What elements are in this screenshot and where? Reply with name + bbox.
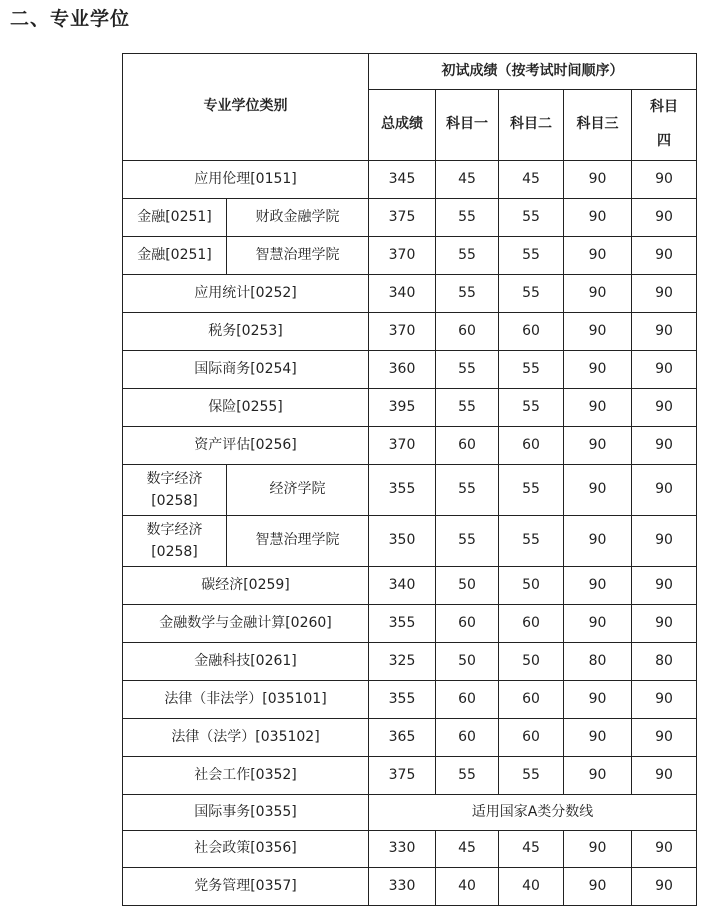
subject-3-cell: 90: [564, 465, 632, 516]
subject-1-cell: 50: [436, 567, 499, 605]
table-row: [123, 237, 697, 275]
table-row: [123, 567, 697, 605]
subject-3-cell: 90: [564, 681, 632, 719]
subject-1-cell: 60: [436, 427, 499, 465]
total-cell: 370: [369, 313, 436, 351]
category-text: 数字经济[0258]: [146, 521, 203, 560]
subject-2-cell: 55: [499, 275, 564, 313]
subject-1-cell: 60: [436, 605, 499, 643]
subject-1-cell: 40: [436, 868, 499, 906]
category-cell: 金融数学与金融计算[0260]: [123, 605, 369, 643]
subject-2-cell: 50: [499, 643, 564, 681]
subject-3-cell: 90: [564, 427, 632, 465]
category-cell: [123, 465, 227, 516]
table-row: [123, 275, 697, 313]
category-cell: 保险[0255]: [123, 389, 369, 427]
school-cell: 经济学院: [227, 465, 369, 516]
subject-2-cell: 55: [499, 516, 564, 567]
subject-4-cell: 90: [632, 199, 697, 237]
total-cell: 330: [369, 831, 436, 868]
total-cell: 360: [369, 351, 436, 389]
subject-2-cell: 60: [499, 427, 564, 465]
subject-3-cell: 90: [564, 389, 632, 427]
subject-4-cell: 80: [632, 643, 697, 681]
subject-3-cell: 90: [564, 868, 632, 906]
subject-3-cell: 90: [564, 237, 632, 275]
subject-3-cell: 90: [564, 275, 632, 313]
subject-4-cell: 90: [632, 757, 697, 795]
table-row: [123, 465, 697, 516]
school-cell: 财政金融学院: [227, 199, 369, 237]
school-cell: 智慧治理学院: [227, 237, 369, 275]
subject-1-cell: 45: [436, 161, 499, 199]
subject-2-cell: 60: [499, 313, 564, 351]
total-cell: 340: [369, 275, 436, 313]
subject-4-cell: 90: [632, 719, 697, 757]
subject-1-cell: 55: [436, 465, 499, 516]
subject-1-cell: 55: [436, 237, 499, 275]
total-cell: 355: [369, 465, 436, 516]
subject-4-cell: 90: [632, 389, 697, 427]
subject-1-cell: 55: [436, 275, 499, 313]
subject-3-cell: 90: [564, 313, 632, 351]
table-row: [123, 351, 697, 389]
table-row: [123, 795, 697, 831]
subject-3-cell: 90: [564, 567, 632, 605]
subject-4-cell: 90: [632, 275, 697, 313]
subject-3-cell: 90: [564, 516, 632, 567]
subject-2-cell: 55: [499, 757, 564, 795]
total-cell: 340: [369, 567, 436, 605]
category-cell: 社会政策[0356]: [123, 831, 369, 868]
subject-4-cell: 90: [632, 313, 697, 351]
category-cell: 金融科技[0261]: [123, 643, 369, 681]
subject-2-cell: 45: [499, 161, 564, 199]
header-subject-4-text: 科目四: [650, 99, 679, 149]
table-row: [123, 868, 697, 906]
subject-4-cell: 90: [632, 516, 697, 567]
category-cell: 资产评估[0256]: [123, 427, 369, 465]
category-cell: 应用统计[0252]: [123, 275, 369, 313]
total-cell: 375: [369, 757, 436, 795]
category-cell: [123, 516, 227, 567]
subject-2-cell: 55: [499, 199, 564, 237]
subject-3-cell: 90: [564, 605, 632, 643]
header-total: 总成绩: [369, 90, 436, 161]
total-cell: 325: [369, 643, 436, 681]
subject-2-cell: 45: [499, 831, 564, 868]
category-cell: 法律（法学）[035102]: [123, 719, 369, 757]
total-cell: 375: [369, 199, 436, 237]
category-cell: 税务[0253]: [123, 313, 369, 351]
subject-3-cell: 80: [564, 643, 632, 681]
category-cell: 党务管理[0357]: [123, 868, 369, 906]
subject-4-cell: 90: [632, 868, 697, 906]
table-row: [123, 643, 697, 681]
subject-2-cell: 60: [499, 605, 564, 643]
subject-4-cell: 90: [632, 237, 697, 275]
subject-4-cell: 90: [632, 427, 697, 465]
subject-4-cell: 90: [632, 465, 697, 516]
total-cell: 355: [369, 605, 436, 643]
subject-1-cell: 60: [436, 719, 499, 757]
table-row: [123, 757, 697, 795]
table-row: [123, 389, 697, 427]
subject-2-cell: 60: [499, 681, 564, 719]
subject-4-cell: 90: [632, 681, 697, 719]
subject-3-cell: 90: [564, 719, 632, 757]
merged-score-cell: 适用国家A类分数线: [369, 795, 697, 831]
subject-1-cell: 55: [436, 516, 499, 567]
subject-1-cell: 45: [436, 831, 499, 868]
category-text: 数字经济[0258]: [146, 470, 203, 509]
total-cell: 330: [369, 868, 436, 906]
subject-4-cell: 90: [632, 567, 697, 605]
subject-2-cell: 55: [499, 465, 564, 516]
category-cell: 法律（非法学）[035101]: [123, 681, 369, 719]
total-cell: 370: [369, 427, 436, 465]
subject-1-cell: 55: [436, 757, 499, 795]
subject-1-cell: 60: [436, 681, 499, 719]
subject-2-cell: 60: [499, 719, 564, 757]
subject-2-cell: 55: [499, 237, 564, 275]
table-row: [123, 199, 697, 237]
subject-3-cell: 90: [564, 161, 632, 199]
total-cell: 350: [369, 516, 436, 567]
category-cell: 国际商务[0254]: [123, 351, 369, 389]
subject-1-cell: 50: [436, 643, 499, 681]
subject-1-cell: 55: [436, 389, 499, 427]
header-subject-2: 科目二: [499, 90, 564, 161]
total-cell: 345: [369, 161, 436, 199]
table-row: [123, 427, 697, 465]
subject-2-cell: 55: [499, 389, 564, 427]
table-row: [123, 831, 697, 868]
subject-4-cell: 90: [632, 605, 697, 643]
table-row: [123, 516, 697, 567]
total-cell: 365: [369, 719, 436, 757]
subject-1-cell: 60: [436, 313, 499, 351]
subject-3-cell: 90: [564, 757, 632, 795]
total-cell: 395: [369, 389, 436, 427]
page-title: 二、专业学位: [10, 8, 131, 30]
subject-2-cell: 50: [499, 567, 564, 605]
total-cell: 370: [369, 237, 436, 275]
subject-3-cell: 90: [564, 199, 632, 237]
subject-4-cell: 90: [632, 831, 697, 868]
header-category: 专业学位类别: [123, 54, 369, 161]
school-cell: 智慧治理学院: [227, 516, 369, 567]
header-subject-3: 科目三: [564, 90, 632, 161]
table-row: [123, 605, 697, 643]
category-cell: 国际事务[0355]: [123, 795, 369, 831]
subject-1-cell: 55: [436, 351, 499, 389]
table-row: [123, 719, 697, 757]
subject-3-cell: 90: [564, 831, 632, 868]
table-row: [123, 161, 697, 199]
subject-2-cell: 40: [499, 868, 564, 906]
score-table: [122, 53, 697, 906]
header-subject-4: [632, 90, 697, 161]
subject-2-cell: 55: [499, 351, 564, 389]
total-cell: 355: [369, 681, 436, 719]
category-cell: 金融[0251]: [123, 199, 227, 237]
category-cell: 碳经济[0259]: [123, 567, 369, 605]
table-row: [123, 681, 697, 719]
subject-1-cell: 55: [436, 199, 499, 237]
header-subject-1: 科目一: [436, 90, 499, 161]
subject-3-cell: 90: [564, 351, 632, 389]
header-initial-exam: 初试成绩（按考试时间顺序）: [369, 54, 697, 90]
subject-4-cell: 90: [632, 351, 697, 389]
category-cell: 应用伦理[0151]: [123, 161, 369, 199]
category-cell: 社会工作[0352]: [123, 757, 369, 795]
table-row: [123, 313, 697, 351]
category-cell: 金融[0251]: [123, 237, 227, 275]
subject-4-cell: 90: [632, 161, 697, 199]
